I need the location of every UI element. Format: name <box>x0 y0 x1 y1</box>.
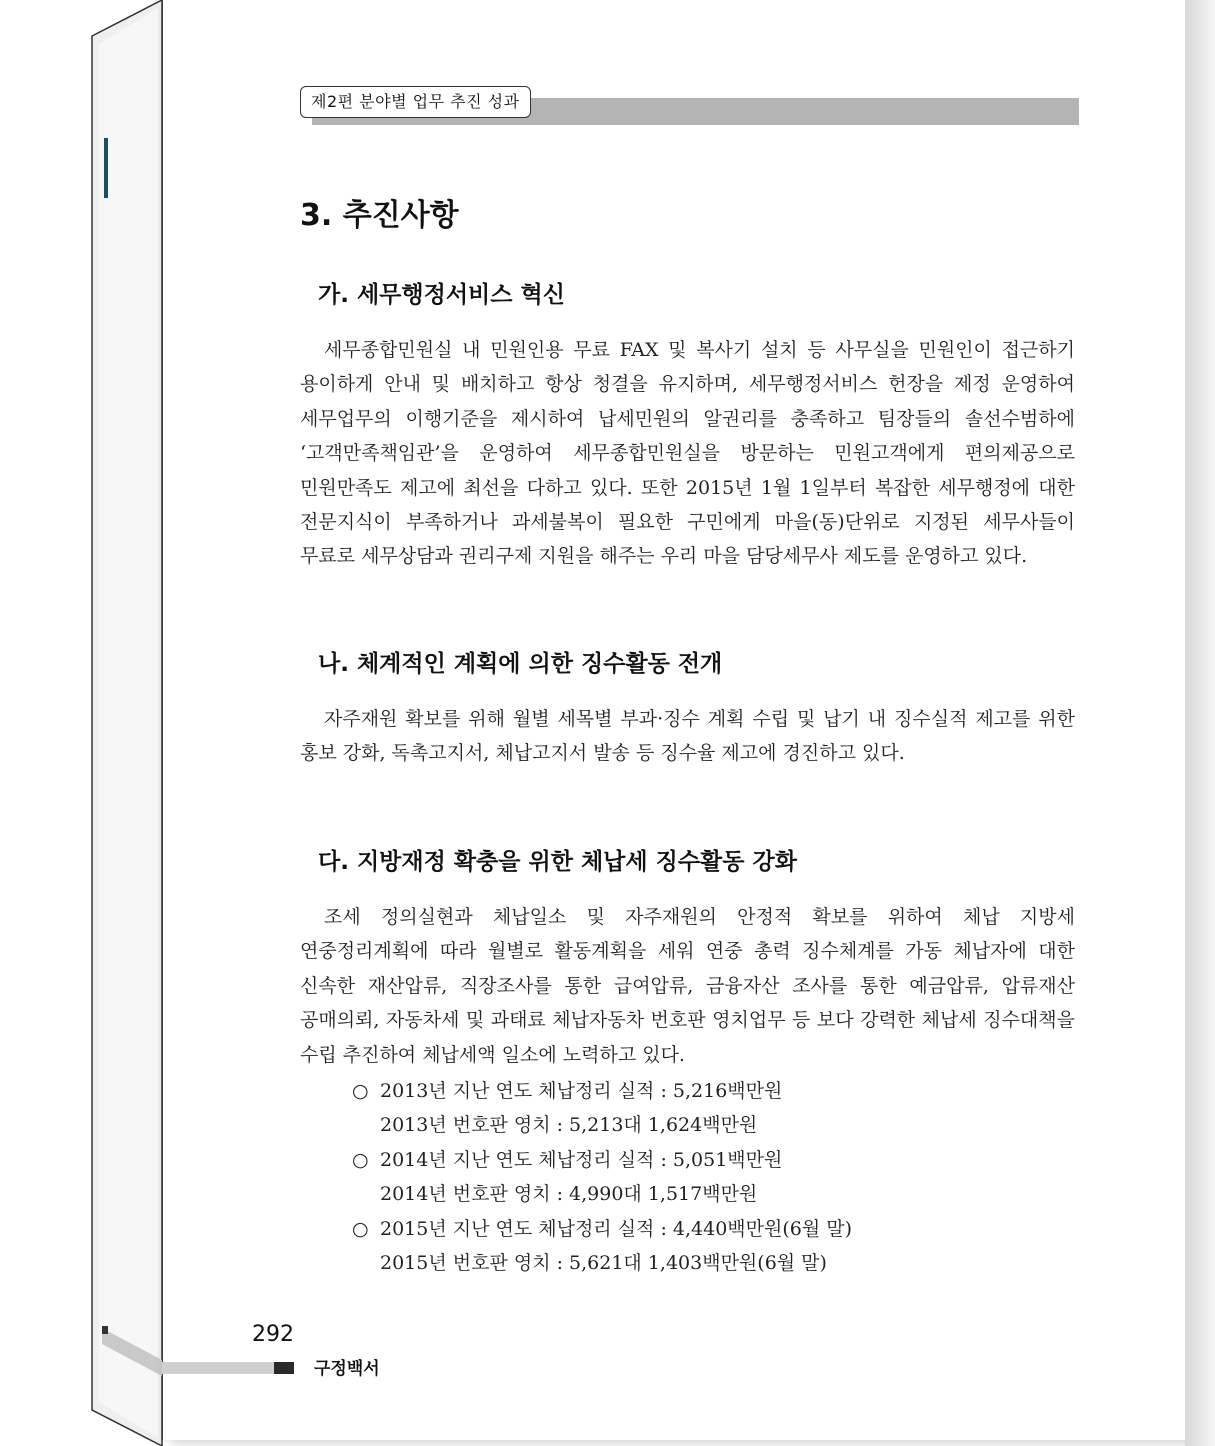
result-main: 2015년 지난 연도 체납정리 실적 : 4,440백만원(6월 말) <box>380 1217 853 1240</box>
bullet-circle-icon: ○ <box>352 1217 369 1240</box>
subsection-body-c-text: 조세 정의실현과 체납일소 및 자주재원의 안정적 확보를 위하여 체납 지방세 연중정리계획에 따라 월별로 활동계획을 세워 연중 총력 징수체계를 가동 체납자에 대한 신속한 재산압류, 직장조사를 통한 급여압류, 금융자산 조사를 통한 예금압류, 압류재산 공매의뢰, 자동차세 및 과태료 체납자동차 번호판 영치업무 등 보다 강력한 체납세 징수대책을 수립 추진하여 체납세액 일소에 노력하고 있다. <box>300 906 1075 1066</box>
result-sub-2014: 2014년 번호판 영치 : 4,990대 1,517백만원 <box>380 1183 758 1206</box>
bullet-circle-icon: ○ <box>352 1148 369 1171</box>
chapter-header-tab: 제2편 분야별 업무 추진 성과 <box>300 86 531 118</box>
results-list <box>352 1074 852 1280</box>
subsection-body-c <box>300 900 1075 1072</box>
subsection-heading-b: 나. 체계적인 계획에 의한 징수활동 전개 <box>318 651 723 677</box>
footer-bar <box>162 1362 274 1374</box>
subsection-body-a <box>300 333 1075 574</box>
section-title: 3. 추진사항 <box>300 198 459 233</box>
result-item-2013 <box>352 1074 852 1108</box>
result-main: 2014년 지난 연도 체납정리 실적 : 5,051백만원 <box>380 1148 783 1171</box>
bullet-circle-icon: ○ <box>352 1080 369 1102</box>
subsection-body-a-text: 세무종합민원실 내 민원인용 무료 FAX 및 복사기 설치 등 사무실을 민원인이 접근하기 용이하게 안내 및 배치하고 항상 청결을 유지하며, 세무행정서비스 헌장을 제정 운영하여 세무업무의 이행기준을 제시하여 납세민원의 알권리를 충족하고 팀장들의 솔선수범하에 ‘고객만족책임관’을 운영하여 세무종합민원실을 방문하는 민원고객에게 편의제공으로 민원만족도 제고에 최선을 다하고 있다. 또한 2015년 1월 1일부터 복잡한 세무행정에 대한 전문지식이 부족하거나 과세불복이 필요한 구민에게 마을(동)단위로 지정된 세무사들이 무료로 세무상담과 권리구제 지원을 해주는 우리 마을 담당세무사 제도를 운영하고 있다. <box>300 339 1075 568</box>
footer-bar-marker <box>274 1362 294 1374</box>
page-number: 292 <box>252 1322 294 1347</box>
result-item-2014 <box>352 1143 852 1177</box>
page-edge-shadow <box>1185 0 1215 1446</box>
subsection-heading-c: 다. 지방재정 확충을 위한 체납세 징수활동 강화 <box>318 849 797 875</box>
result-sub-2015: 2015년 번호판 영치 : 5,621대 1,403백만원(6월 말) <box>380 1252 827 1275</box>
result-item-2015 <box>352 1212 852 1246</box>
result-main: 2013년 지난 연도 체납정리 실적 : 5,216백만원 <box>380 1080 783 1102</box>
footer-book-title: 구정백서 <box>314 1359 380 1379</box>
subsection-body-b <box>300 702 1075 771</box>
subsection-heading-a: 가. 세무행정서비스 혁신 <box>318 282 565 308</box>
book-spine <box>0 0 170 1446</box>
result-sub-2013: 2013년 번호판 영치 : 5,213대 1,624백만원 <box>380 1114 758 1137</box>
subsection-body-b-text: 자주재원 확보를 위해 월별 세목별 부과·징수 계획 수립 및 납기 내 징수실적 제고를 위한 홍보 강화, 독촉고지서, 체납고지서 발송 등 징수율 제고에 경진하고 있다. <box>300 708 1075 765</box>
